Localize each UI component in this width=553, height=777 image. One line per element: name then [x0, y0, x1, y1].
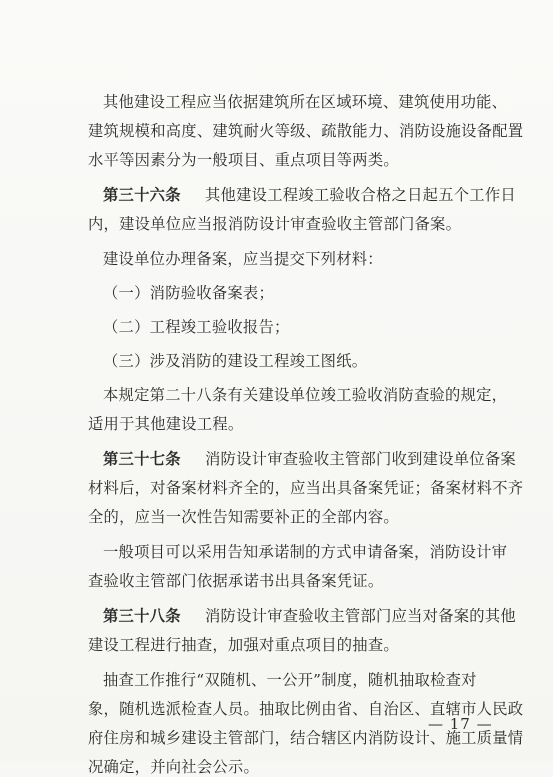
- list-item: （三）涉及消防的建设工程竣工图纸。: [103, 352, 368, 370]
- paragraph-line: 查验收主管部门依据承诺书出具备案凭证。: [88, 572, 384, 590]
- paragraph-line: 抽查工作推行“双随机、一公开”制度，随机抽取检查对: [103, 671, 477, 689]
- article-heading: 第三十七条: [103, 450, 181, 468]
- paragraph-line: 象，随机选派检查人员。抽取比例由省、自治区、直辖市人民政: [88, 700, 524, 718]
- paragraph-line: 材料后，对备案材料齐全的，应当出具备案凭证；备案材料不齐: [88, 479, 524, 497]
- paragraph-line: 其他建设工程应当依据建筑所在区域环境、建筑使用功能、: [103, 93, 508, 111]
- list-item: （二）工程竣工验收报告；: [103, 318, 290, 336]
- article-37-line: [103, 449, 516, 469]
- article-text: 消防设计审查验收主管部门收到建设单位备案: [205, 450, 516, 468]
- article-36-line: [103, 185, 516, 205]
- article-heading: 第三十六条: [103, 186, 181, 204]
- article-38-line: [103, 606, 516, 626]
- paragraph-line: 府住房和城乡建设主管部门，结合辖区内消防设计、施工质量情: [88, 729, 524, 747]
- paragraph-line: 全的，应当一次性告知需要补正的全部内容。: [88, 508, 399, 526]
- paragraph-line: 一般项目可以采用告知承诺制的方式申请备案，消防设计审: [103, 543, 508, 561]
- paragraph-line: 建设工程进行抽查，加强对重点项目的抽查。: [88, 636, 399, 654]
- paragraph-line: 水平等因素分为一般项目、重点项目等两类。: [88, 151, 399, 169]
- list-item: （一）消防验收备案表；: [103, 284, 275, 302]
- paragraph-line: 建筑规模和高度、建筑耐火等级、疏散能力、消防设施设备配置: [88, 122, 524, 140]
- page-number: — 17 —: [428, 715, 493, 733]
- article-heading: 第三十八条: [103, 607, 181, 625]
- article-text: 其他建设工程竣工验收合格之日起五个工作日: [205, 186, 516, 204]
- paragraph-line: 本规定第二十八条有关建设单位竣工验收消防查验的规定，: [103, 386, 508, 404]
- paragraph-line: 建设单位办理备案，应当提交下列材料：: [103, 250, 383, 268]
- paragraph-line: 适用于其他建设工程。: [88, 415, 244, 433]
- paragraph-line: 内，建设单位应当报消防设计审查验收主管部门备案。: [88, 215, 462, 233]
- article-text: 消防设计审查验收主管部门应当对备案的其他: [205, 607, 516, 625]
- paragraph-line: 况确定，并向社会公示。: [88, 758, 260, 776]
